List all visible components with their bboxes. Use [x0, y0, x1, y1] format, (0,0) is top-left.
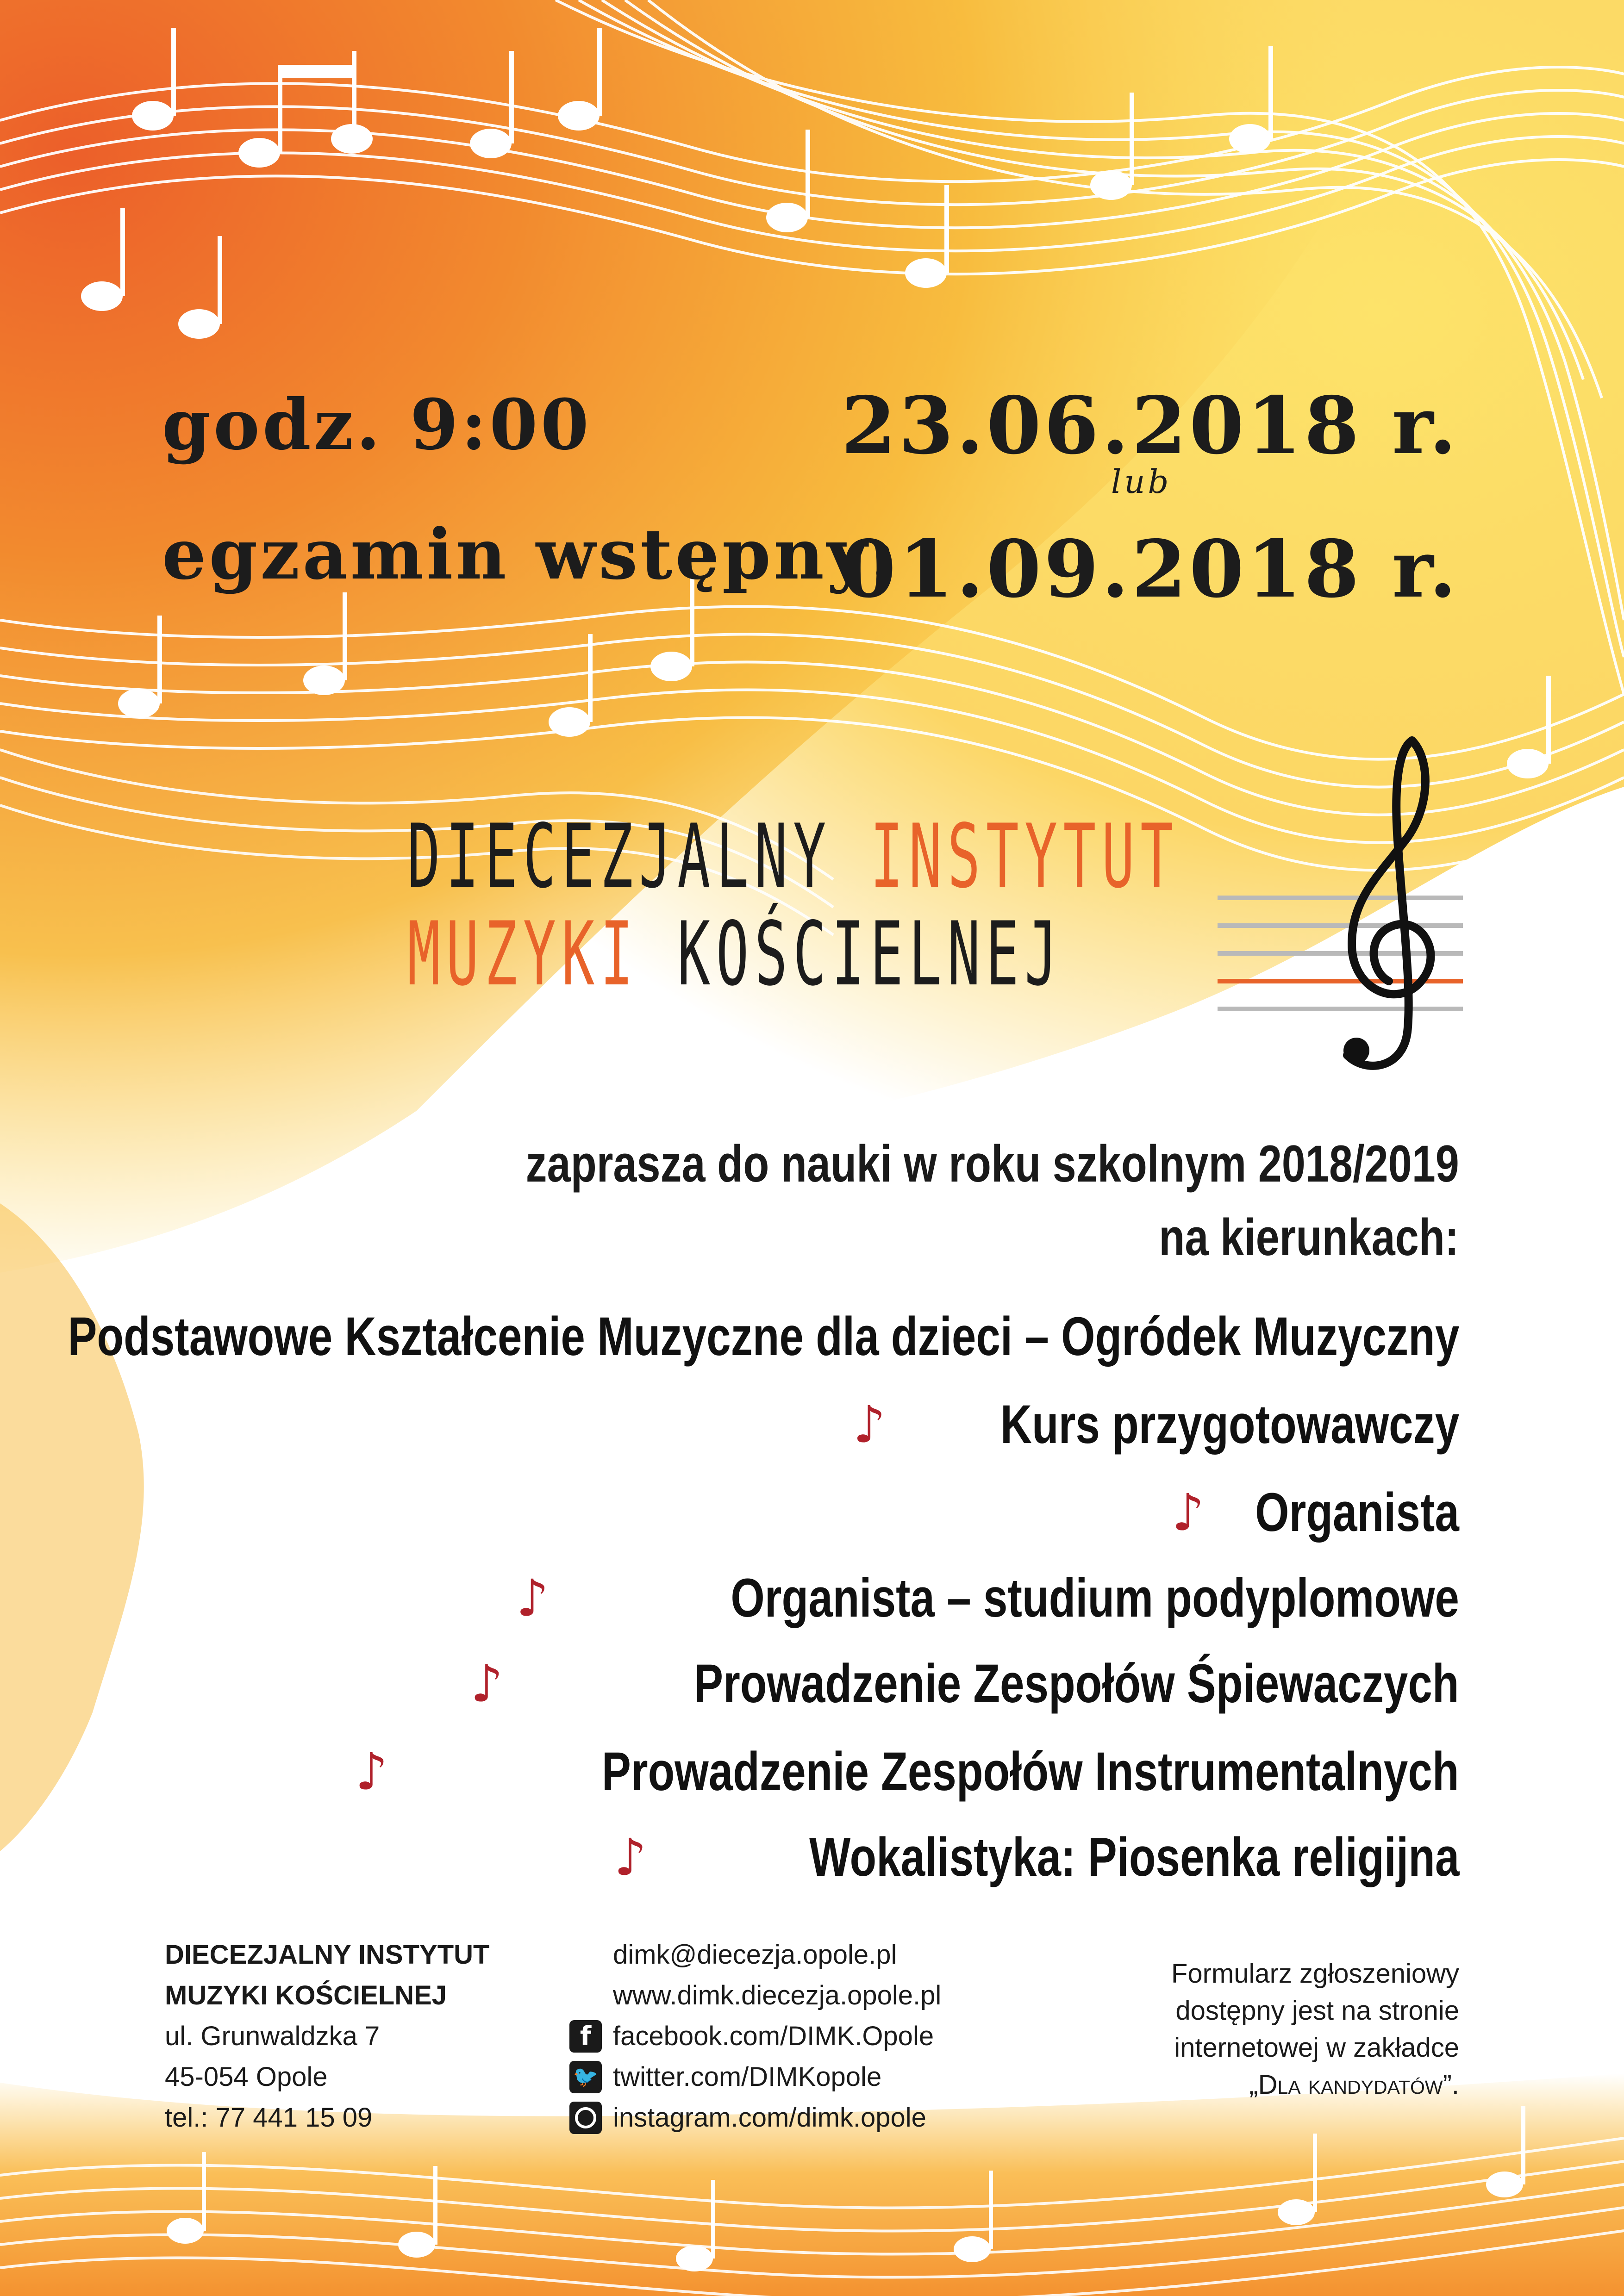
program-item [355, 1740, 1459, 1803]
email-link[interactable]: dimk@diecezja.opole.pl [613, 1940, 897, 1970]
eighth-note-icon: ♪ [853, 1395, 886, 1454]
program-label: Prowadzenie Zespołów Śpiewaczych [694, 1653, 1459, 1714]
eighth-note-icon: ♪ [516, 1568, 549, 1628]
program-label: Organista [1255, 1482, 1459, 1543]
program-item [470, 1652, 1459, 1715]
form-note-line-3: internetowej w zakładce [1174, 2033, 1459, 2063]
intro-text-1: zaprasza do nauki w roku szkolnym 2018/2019 [525, 1135, 1459, 1193]
eighth-note-icon: ♪ [1171, 1483, 1205, 1542]
program-item [853, 1393, 1459, 1456]
twitter-icon: 🐦 [569, 2061, 602, 2093]
facebook-row [569, 2016, 941, 2057]
eighth-note-icon: ♪ [614, 1828, 647, 1887]
title-word-muzyki: MUZYKI [407, 903, 639, 1005]
program-item [1172, 1481, 1459, 1544]
form-note [1171, 1955, 1459, 2103]
facebook-icon: f [569, 2020, 602, 2053]
facebook-link[interactable]: facebook.com/DIMK.Opole [613, 2021, 934, 2051]
treble-clef-icon [1213, 731, 1472, 1083]
title-word-instytut: INSTYTUT [870, 805, 1179, 908]
program-label: Organista – studium podyplomowe [731, 1568, 1459, 1629]
title-line-1 [407, 805, 1179, 908]
intro-line-1 [321, 1134, 1459, 1194]
date-first: 23.06.2018 r. [841, 380, 1459, 472]
org-name-line-2: MUZYKI KOŚCIELNEJ [165, 1980, 447, 2010]
form-note-line-4[interactable]: „Dla kandydatów”. [1249, 2070, 1459, 2100]
eighth-note-icon: ♪ [470, 1654, 503, 1713]
program-label: Podstawowe Kształcenie Muzyczne dla dzieci – Ogródek Muzyczny [68, 1306, 1459, 1367]
title-line-2 [407, 903, 1179, 1005]
website-link[interactable]: www.dimk.diecezja.opole.pl [613, 1980, 942, 2010]
instagram-link[interactable]: instagram.com/dimk.opole [613, 2103, 926, 2133]
intro-text-2: na kierunkach: [1159, 1208, 1459, 1266]
instagram-row [569, 2097, 941, 2138]
intro-line-2 [321, 1207, 1459, 1267]
program-label: Kurs przygotowawczy [1000, 1394, 1459, 1455]
email-row [569, 1935, 941, 1975]
twitter-link[interactable]: twitter.com/DIMKopole [613, 2062, 882, 2092]
exam-label: egzamin wstępny: [162, 514, 899, 595]
city-address: 45-054 Opole [165, 2062, 328, 2092]
street-address: ul. Grunwaldzka 7 [165, 2021, 380, 2051]
eighth-note-icon: ♪ [355, 1742, 388, 1801]
contact-block [569, 1935, 941, 2138]
intro [321, 1134, 1459, 1267]
time-label: godz. 9:00 [162, 384, 592, 466]
program-label: Wokalistyka: Piosenka religijna [809, 1827, 1459, 1888]
form-note-line-1: Formularz zgłoszeniowy [1171, 1959, 1459, 1989]
phone-number: tel.: 77 441 15 09 [165, 2103, 373, 2133]
title-word-koscielnej: KOŚCIELNEJ [677, 903, 1063, 1005]
address-block [165, 1935, 489, 2138]
date-second: 01.09.2018 r. [841, 523, 1459, 616]
program-item [516, 1567, 1459, 1630]
title-word-diecezjalny: DIECEZJALNY [407, 805, 832, 908]
form-note-line-2: dostępny jest na stronie [1175, 1996, 1459, 2026]
twitter-row [569, 2057, 941, 2097]
program-item [614, 1826, 1459, 1889]
instagram-icon [569, 2102, 602, 2134]
or-label: lub [1111, 463, 1172, 501]
org-name-line-1: DIECEZJALNY INSTYTUT [165, 1940, 490, 1970]
program-label: Prowadzenie Zespołów Instrumentalnych [602, 1741, 1459, 1802]
program-item [0, 1305, 1459, 1368]
website-row [569, 1975, 941, 2016]
